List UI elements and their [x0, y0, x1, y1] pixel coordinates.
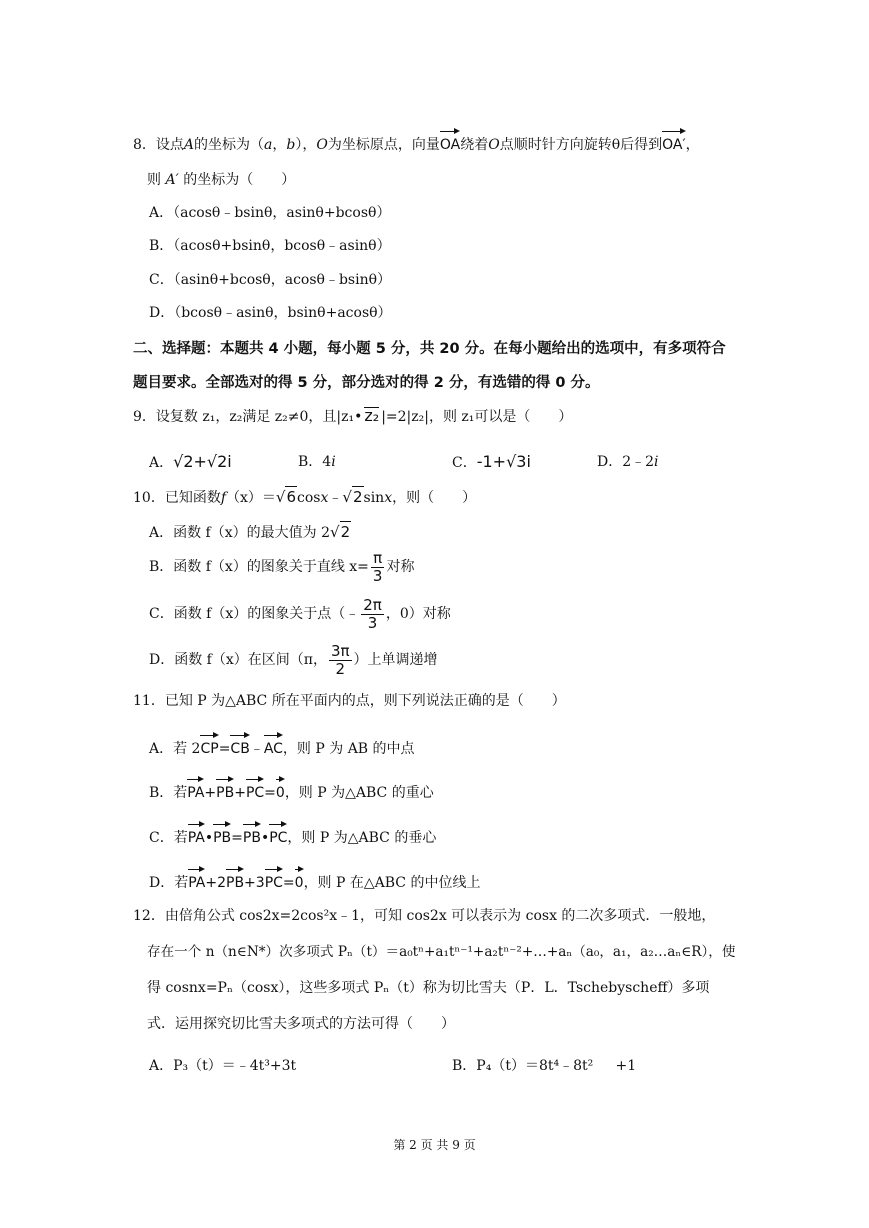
- q12-option-b: B．P₄（t）＝8t⁴﹣8t² +1: [452, 1058, 637, 1074]
- q12-stem-line4: 式．运用探究切比雪夫多项式的方法可得（ ）: [147, 1016, 455, 1032]
- q10-stem: 10．已知函数f（x）＝√6cosx﹣√2sinx，则（ ）: [133, 488, 477, 506]
- q12-stem-line3: 得 cosnx=Pₙ（cosx），这些多项式 Pₙ（t）称为切比雪夫（P．L．Tschebyscheff）多项: [147, 980, 710, 996]
- q8-option-c: C．（asinθ+bcosθ，acosθ﹣bsinθ）: [149, 272, 392, 288]
- q9-option-b: B．4i: [298, 454, 336, 470]
- q11-option-a: A．若 2CP=CB﹣AC，则 P 为 AB 的中点: [149, 734, 415, 759]
- page-footer: 第 2 页 共 9 页: [393, 1138, 476, 1152]
- vector-oa-prime: OA′: [662, 130, 686, 155]
- q8-stem: 8．设点A的坐标为（a，b），O为坐标原点，向量OA绕着O点顺时针方向旋转θ后得到OA′，: [133, 130, 700, 155]
- vector-oa: OA: [440, 130, 460, 155]
- q11-option-d: D．若PA+2PB+3PC=0，则 P 在△ABC 的中位线上: [149, 868, 480, 893]
- q10-option-b: B．函数 f（x）的图象关于直线 x= $\frac{\pi}{3}$ 对称: [149, 548, 415, 585]
- q11-option-b: B．若PA+PB+PC=0，则 P 为△ABC 的重心: [149, 778, 434, 803]
- q10-option-c: C．函数 f（x）的图象关于点（﹣ $\frac{2\pi}{3}$ ，0）对称: [149, 595, 451, 632]
- q12-stem-line2: 存在一个 n（n∈N*）次多项式 Pₙ（t）＝a₀tⁿ+a₁tⁿ⁻¹+a₂tⁿ⁻²+…+aₙ（a₀，a₁，a₂…aₙ∈R），使: [147, 944, 736, 960]
- q9-option-d: D．2﹣2i: [597, 454, 659, 470]
- z2-conjugate: z₂: [364, 406, 380, 425]
- q12-option-a: A．P₃（t）＝﹣4t³+3t: [149, 1058, 297, 1074]
- q9-option-c: C．-1+√3i: [452, 452, 531, 471]
- q11-option-c: C．若PA•PB=PB•PC，则 P 为△ABC 的垂心: [149, 823, 436, 848]
- q9-stem: 9．设复数 z₁，z₂满足 z₂≠0，且|z₁• z₂ |=2|z₂|，则 z₁可以是（ ）: [133, 406, 573, 425]
- q8-option-b: B．（acosθ+bsinθ，bcosθ﹣asinθ）: [149, 238, 391, 254]
- q8-stem-line2: 则 A′ 的坐标为（ ）: [147, 172, 296, 188]
- section-2-heading-line1: 二、选择题：本题共 4 小题，每小题 5 分，共 20 分。在每小题给出的选项中，有多项符合: [133, 341, 726, 357]
- q8-option-d: D．（bcosθ﹣asinθ，bsinθ+acosθ）: [149, 305, 392, 321]
- q9-option-a: A．√2+√2i: [149, 452, 232, 471]
- q8-option-a: A．（acosθ﹣bsinθ，asinθ+bcosθ）: [149, 205, 391, 221]
- q11-stem: 11．已知 P 为△ABC 所在平面内的点，则下列说法正确的是（ ）: [133, 693, 566, 709]
- section-2-heading-line2: 题目要求。全部选对的得 5 分，部分选对的得 2 分，有选错的得 0 分。: [133, 375, 600, 391]
- q10-option-a: A．函数 f（x）的最大值为 2√2: [149, 523, 351, 541]
- q12-stem-line1: 12．由倍角公式 cos2x=2cos²x﹣1，可知 cos2x 可以表示为 cosx 的二次多项式．一般地，: [133, 908, 716, 924]
- q10-option-d: D．函数 f（x）在区间（π， $\frac{3\pi}{2}$ ）上单调递增: [149, 641, 438, 678]
